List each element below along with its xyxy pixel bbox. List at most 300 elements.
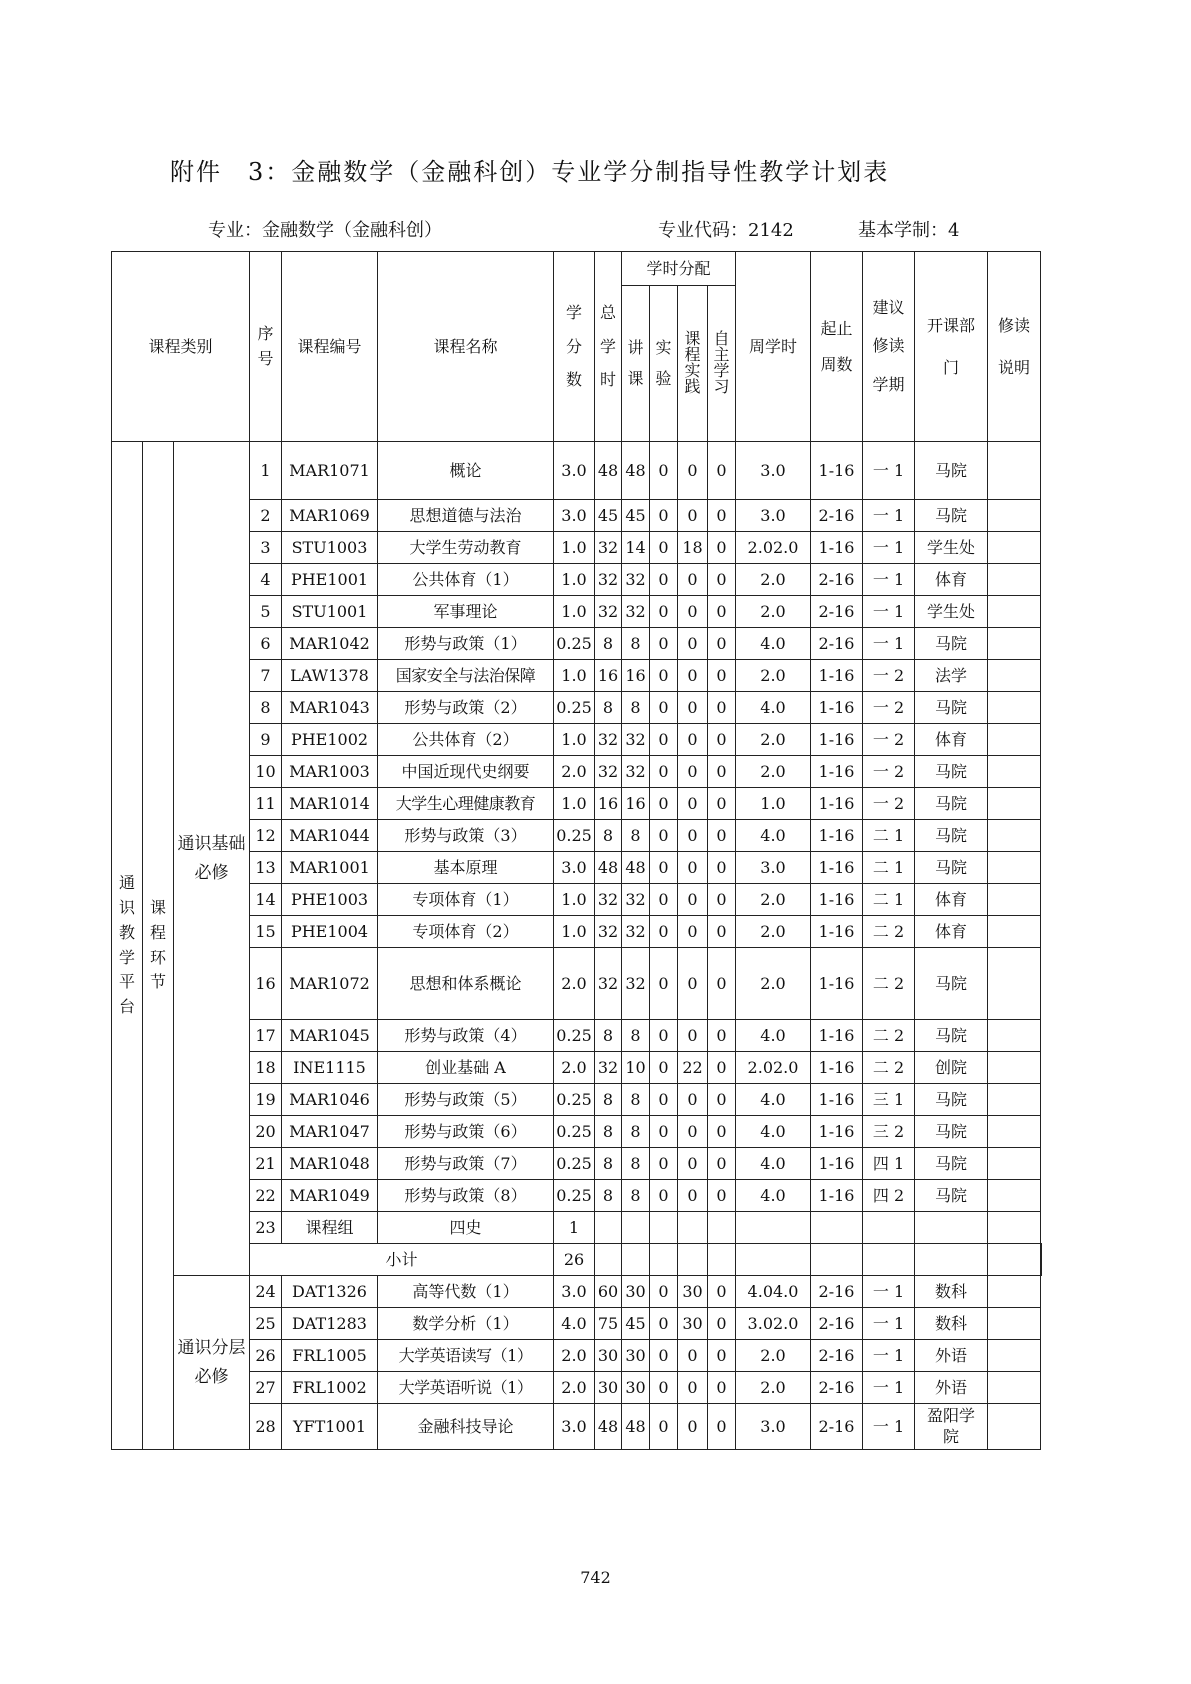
total-hours-cell: 32 — [595, 884, 622, 916]
seq-cell: 14 — [250, 884, 282, 916]
weekly-hours-cell: 2.0 — [736, 724, 811, 756]
note-cell — [988, 564, 1041, 596]
credits-cell: 1.0 — [554, 660, 595, 692]
header-department-line2: 门 — [942, 357, 959, 377]
note-cell — [988, 692, 1041, 724]
note-cell — [988, 660, 1041, 692]
seq-cell: 26 — [250, 1340, 282, 1372]
practice-hours-cell: 0 — [678, 442, 708, 500]
header-term-line3: 学期 — [872, 374, 905, 394]
credits-cell: 3.0 — [554, 1276, 595, 1308]
header-notes-line2: 说明 — [997, 357, 1030, 377]
weekly-hours-cell: 1.0 — [736, 788, 811, 820]
weekly-hours-cell: 3.0 — [736, 1404, 811, 1450]
course-code-cell: MAR1044 — [282, 820, 378, 852]
self-study-hours-cell: 0 — [708, 852, 736, 884]
seq-cell: 9 — [250, 724, 282, 756]
credits-cell: 1.0 — [554, 788, 595, 820]
practice-hours-cell: 0 — [678, 596, 708, 628]
practice-hours-cell: 0 — [678, 756, 708, 788]
subtotal-credits: 26 — [554, 1244, 595, 1276]
weeks-cell: 1-16 — [811, 884, 863, 916]
table-row — [112, 884, 1042, 916]
course-code-cell: FRL1002 — [282, 1372, 378, 1404]
course-name-cell: 专项体育（2） — [378, 916, 554, 948]
header-self-study — [708, 286, 736, 442]
practice-hours-cell: 0 — [678, 788, 708, 820]
term-cell: 一 2 — [863, 756, 915, 788]
lab-hours-cell: 0 — [650, 1340, 678, 1372]
weekly-hours-cell: 4.04.0 — [736, 1276, 811, 1308]
table-row — [112, 1404, 1042, 1450]
seq-cell: 28 — [250, 1404, 282, 1450]
department-cell: 创院 — [915, 1052, 988, 1084]
course-code-cell: MAR1045 — [282, 1020, 378, 1052]
table-row — [112, 1148, 1042, 1180]
practice-hours-cell: 0 — [678, 724, 708, 756]
weekly-hours-cell: 3.0 — [736, 442, 811, 500]
practice-hours-cell: 0 — [678, 692, 708, 724]
department-cell: 体育 — [915, 884, 988, 916]
course-code-cell: MAR1001 — [282, 852, 378, 884]
course-name-cell: 公共体育（2） — [378, 724, 554, 756]
course-name-cell: 形势与政策（1） — [378, 628, 554, 660]
weeks-cell: 1-16 — [811, 756, 863, 788]
seq-cell: 7 — [250, 660, 282, 692]
course-name-cell: 高等代数（1） — [378, 1276, 554, 1308]
credits-cell: 1.0 — [554, 564, 595, 596]
weekly-hours-cell: 3.0 — [736, 500, 811, 532]
page-number: 742 — [580, 1568, 611, 1587]
practice-hours-cell: 0 — [678, 1148, 708, 1180]
total-hours-cell: 32 — [595, 724, 622, 756]
note-cell — [988, 1372, 1041, 1404]
weeks-cell: 1-16 — [811, 1116, 863, 1148]
total-hours-cell: 16 — [595, 660, 622, 692]
lecture-hours-cell: 30 — [622, 1340, 650, 1372]
table-row — [112, 788, 1042, 820]
lecture-hours-cell: 45 — [622, 500, 650, 532]
header-credits-text: 学分数 — [566, 303, 583, 390]
seq-cell: 19 — [250, 1084, 282, 1116]
total-hours-cell: 32 — [595, 532, 622, 564]
header-weekly-hours: 周学时 — [736, 252, 811, 442]
weeks-cell: 1-16 — [811, 1020, 863, 1052]
self-study-hours-cell: 0 — [708, 1276, 736, 1308]
subtotal-row — [112, 1244, 1042, 1276]
total-hours-cell: 8 — [595, 628, 622, 660]
empty-cell — [650, 1244, 678, 1276]
credits-cell: 0.25 — [554, 1084, 595, 1116]
total-hours-cell: 8 — [595, 692, 622, 724]
practice-hours-cell: 0 — [678, 852, 708, 884]
term-cell: 一 1 — [863, 1276, 915, 1308]
total-hours-cell: 32 — [595, 596, 622, 628]
note-cell — [988, 1276, 1041, 1308]
weekly-hours-cell: 2.0 — [736, 660, 811, 692]
term-cell: 一 1 — [863, 564, 915, 596]
weekly-hours-cell: 2.0 — [736, 596, 811, 628]
credits-cell: 1.0 — [554, 884, 595, 916]
weeks-cell: 1-16 — [811, 1084, 863, 1116]
department-cell: 学生处 — [915, 532, 988, 564]
credits-cell: 0.25 — [554, 692, 595, 724]
practice-hours-cell: 0 — [678, 1116, 708, 1148]
note-cell — [988, 1308, 1041, 1340]
total-hours-cell: 48 — [595, 852, 622, 884]
note-cell — [988, 916, 1041, 948]
table-row — [112, 692, 1042, 724]
weekly-hours-cell: 4.0 — [736, 1084, 811, 1116]
term-cell: 一 2 — [863, 692, 915, 724]
total-hours-cell: 8 — [595, 1148, 622, 1180]
course-code-cell: MAR1069 — [282, 500, 378, 532]
weekly-hours-cell: 4.0 — [736, 692, 811, 724]
lecture-hours-cell: 32 — [622, 724, 650, 756]
seq-cell: 1 — [250, 442, 282, 500]
credits-cell: 0.25 — [554, 1116, 595, 1148]
lab-hours-cell: 0 — [650, 596, 678, 628]
term-cell: 一 2 — [863, 724, 915, 756]
weeks-cell: 2-16 — [811, 500, 863, 532]
lecture-hours-cell: 8 — [622, 820, 650, 852]
study-duration-label: 基本学制：4 — [858, 220, 960, 241]
department-cell: 盈阳学院 — [915, 1404, 988, 1450]
lab-hours-cell: 0 — [650, 756, 678, 788]
weeks-cell: 1-16 — [811, 532, 863, 564]
lab-hours-cell: 0 — [650, 1084, 678, 1116]
category-group1-cell-text: 通识基础必修 — [177, 833, 246, 883]
table-row — [112, 628, 1042, 660]
seq-cell: 17 — [250, 1020, 282, 1052]
seq-cell: 5 — [250, 596, 282, 628]
credits-cell: 2.0 — [554, 1372, 595, 1404]
term-cell: 一 1 — [863, 1404, 915, 1450]
lab-hours-cell: 0 — [650, 442, 678, 500]
term-cell: 二 2 — [863, 916, 915, 948]
weekly-hours-cell: 3.0 — [736, 852, 811, 884]
major-code-label: 专业代码：2142 — [658, 220, 794, 241]
header-department-line1: 开课部 — [926, 315, 975, 335]
department-cell: 体育 — [915, 724, 988, 756]
total-hours-cell: 60 — [595, 1276, 622, 1308]
category-group2-cell-text: 通识分层必修 — [177, 1337, 246, 1387]
practice-hours-cell: 0 — [678, 1180, 708, 1212]
note-cell — [988, 1212, 1041, 1244]
lab-hours-cell: 0 — [650, 1148, 678, 1180]
credits-cell: 1.0 — [554, 724, 595, 756]
course-name-cell: 形势与政策（6） — [378, 1116, 554, 1148]
seq-cell: 10 — [250, 756, 282, 788]
lab-hours-cell: 0 — [650, 916, 678, 948]
weekly-hours-cell: 4.0 — [736, 820, 811, 852]
teaching-plan-table — [111, 251, 1042, 1450]
self-study-hours-cell: 0 — [708, 756, 736, 788]
weeks-cell: 1-16 — [811, 788, 863, 820]
self-study-hours-cell: 0 — [708, 884, 736, 916]
seq-cell: 3 — [250, 532, 282, 564]
lecture-hours-cell: 8 — [622, 1180, 650, 1212]
term-cell: 三 2 — [863, 1116, 915, 1148]
seq-cell: 27 — [250, 1372, 282, 1404]
course-name-cell: 形势与政策（5） — [378, 1084, 554, 1116]
lecture-hours-cell: 32 — [622, 756, 650, 788]
table-row — [112, 916, 1042, 948]
empty-cell — [622, 1244, 650, 1276]
credits-cell: 3.0 — [554, 500, 595, 532]
weeks-cell: 1-16 — [811, 1052, 863, 1084]
self-study-hours-cell: 0 — [708, 1052, 736, 1084]
table-body — [112, 252, 1042, 1450]
course-code-cell: LAW1378 — [282, 660, 378, 692]
credits-cell: 3.0 — [554, 442, 595, 500]
department-cell: 外语 — [915, 1340, 988, 1372]
term-cell: 一 1 — [863, 596, 915, 628]
category-platform-cell — [112, 442, 143, 1450]
note-cell — [988, 1084, 1041, 1116]
weeks-cell: 2-16 — [811, 628, 863, 660]
term-cell: 二 2 — [863, 948, 915, 1020]
total-hours-cell: 30 — [595, 1372, 622, 1404]
department-cell: 马院 — [915, 1180, 988, 1212]
seq-cell: 8 — [250, 692, 282, 724]
note-cell — [988, 1404, 1041, 1450]
practice-hours-cell: 0 — [678, 1084, 708, 1116]
weeks-cell: 2-16 — [811, 564, 863, 596]
course-name-cell: 思想道德与法治 — [378, 500, 554, 532]
note-cell — [988, 852, 1041, 884]
header-lab-text: 实验 — [655, 338, 672, 388]
table-row — [112, 1372, 1042, 1404]
lab-hours-cell — [650, 1212, 678, 1244]
table-row — [112, 948, 1042, 1020]
term-cell: 一 1 — [863, 1340, 915, 1372]
weeks-cell: 2-16 — [811, 1404, 863, 1450]
lab-hours-cell: 0 — [650, 660, 678, 692]
seq-cell: 16 — [250, 948, 282, 1020]
note-cell — [988, 1340, 1041, 1372]
lab-hours-cell: 0 — [650, 1372, 678, 1404]
credits-cell: 3.0 — [554, 1404, 595, 1450]
lecture-hours-cell: 48 — [622, 442, 650, 500]
empty-cell — [811, 1244, 863, 1276]
course-code-cell: MAR1043 — [282, 692, 378, 724]
category-group1-cell — [174, 442, 250, 1276]
lecture-hours-cell: 8 — [622, 628, 650, 660]
self-study-hours-cell — [708, 1212, 736, 1244]
table-row — [112, 1212, 1042, 1244]
self-study-hours-cell: 0 — [708, 1404, 736, 1450]
course-name-cell: 国家安全与法治保障 — [378, 660, 554, 692]
course-code-cell: MAR1042 — [282, 628, 378, 660]
self-study-hours-cell: 0 — [708, 948, 736, 1020]
weeks-cell: 1-16 — [811, 660, 863, 692]
seq-cell: 22 — [250, 1180, 282, 1212]
self-study-hours-cell: 0 — [708, 788, 736, 820]
lab-hours-cell: 0 — [650, 948, 678, 1020]
course-code-cell: DAT1283 — [282, 1308, 378, 1340]
department-cell: 马院 — [915, 948, 988, 1020]
header-practice-text: 课程实践 — [684, 328, 701, 396]
department-cell: 体育 — [915, 916, 988, 948]
note-cell — [988, 724, 1041, 756]
category-platform-cell-text: 通识教学平台 — [119, 873, 136, 1017]
weeks-cell: 1-16 — [811, 1148, 863, 1180]
term-cell — [863, 1212, 915, 1244]
practice-hours-cell: 0 — [678, 660, 708, 692]
lecture-hours-cell: 8 — [622, 692, 650, 724]
weekly-hours-cell: 2.02.0 — [736, 1052, 811, 1084]
lecture-hours-cell: 16 — [622, 788, 650, 820]
term-cell: 一 1 — [863, 1308, 915, 1340]
note-cell — [988, 1180, 1041, 1212]
department-cell: 马院 — [915, 442, 988, 500]
lecture-hours-cell: 32 — [622, 564, 650, 596]
credits-cell: 0.25 — [554, 628, 595, 660]
lab-hours-cell: 0 — [650, 564, 678, 596]
self-study-hours-cell: 0 — [708, 724, 736, 756]
course-code-cell: INE1115 — [282, 1052, 378, 1084]
weeks-cell: 2-16 — [811, 1276, 863, 1308]
self-study-hours-cell: 0 — [708, 1308, 736, 1340]
self-study-hours-cell: 0 — [708, 1340, 736, 1372]
table-row — [112, 1084, 1042, 1116]
self-study-hours-cell: 0 — [708, 1180, 736, 1212]
header-category: 课程类别 — [112, 252, 250, 442]
header-notes — [988, 252, 1041, 442]
lecture-hours-cell: 32 — [622, 596, 650, 628]
empty-cell — [708, 1244, 736, 1276]
table-row — [112, 1020, 1042, 1052]
department-cell — [915, 1212, 988, 1244]
lab-hours-cell: 0 — [650, 1052, 678, 1084]
note-cell — [988, 820, 1041, 852]
table-row — [112, 1276, 1042, 1308]
course-code-cell: FRL1005 — [282, 1340, 378, 1372]
lecture-hours-cell: 8 — [622, 1020, 650, 1052]
credits-cell: 1.0 — [554, 596, 595, 628]
course-code-cell: YFT1001 — [282, 1404, 378, 1450]
self-study-hours-cell: 0 — [708, 442, 736, 500]
course-name-cell: 形势与政策（4） — [378, 1020, 554, 1052]
term-cell: 二 1 — [863, 820, 915, 852]
practice-hours-cell: 0 — [678, 500, 708, 532]
header-total-hours — [595, 252, 622, 442]
course-name-cell: 军事理论 — [378, 596, 554, 628]
department-cell: 马院 — [915, 628, 988, 660]
course-code-cell: MAR1003 — [282, 756, 378, 788]
category-group2-cell — [174, 1276, 250, 1450]
department-cell: 外语 — [915, 1372, 988, 1404]
empty-cell — [988, 1244, 1041, 1276]
course-code-cell: STU1001 — [282, 596, 378, 628]
header-credits — [554, 252, 595, 442]
credits-cell: 3.0 — [554, 852, 595, 884]
course-name-cell: 金融科技导论 — [378, 1404, 554, 1450]
weekly-hours-cell: 2.02.0 — [736, 532, 811, 564]
note-cell — [988, 532, 1041, 564]
credits-cell: 1.0 — [554, 532, 595, 564]
document-title: 附件 3：金融数学（金融科创）专业学分制指导性教学计划表 — [170, 158, 890, 186]
note-cell — [988, 1020, 1041, 1052]
lab-hours-cell: 0 — [650, 1308, 678, 1340]
weekly-hours-cell: 2.0 — [736, 1340, 811, 1372]
total-hours-cell: 8 — [595, 1180, 622, 1212]
empty-cell — [863, 1244, 915, 1276]
lab-hours-cell: 0 — [650, 500, 678, 532]
lab-hours-cell: 0 — [650, 1404, 678, 1450]
header-name: 课程名称 — [378, 252, 554, 442]
total-hours-cell — [595, 1212, 622, 1244]
department-cell: 数科 — [915, 1308, 988, 1340]
department-cell: 学生处 — [915, 596, 988, 628]
credits-cell: 2.0 — [554, 948, 595, 1020]
term-cell: 一 1 — [863, 628, 915, 660]
note-cell — [988, 756, 1041, 788]
term-cell: 一 1 — [863, 532, 915, 564]
lab-hours-cell: 0 — [650, 1180, 678, 1212]
table-row — [112, 1052, 1042, 1084]
lecture-hours-cell: 8 — [622, 1148, 650, 1180]
credits-cell: 0.25 — [554, 1180, 595, 1212]
header-hours-allocation: 学时分配 — [622, 252, 736, 286]
lab-hours-cell: 0 — [650, 692, 678, 724]
self-study-hours-cell: 0 — [708, 1148, 736, 1180]
weeks-cell: 1-16 — [811, 442, 863, 500]
seq-cell: 25 — [250, 1308, 282, 1340]
course-code-cell: MAR1048 — [282, 1148, 378, 1180]
total-hours-cell: 8 — [595, 1020, 622, 1052]
lecture-hours-cell: 32 — [622, 916, 650, 948]
course-name-cell: 公共体育（1） — [378, 564, 554, 596]
lecture-hours-cell: 10 — [622, 1052, 650, 1084]
lab-hours-cell: 0 — [650, 1276, 678, 1308]
course-code-cell: 课程组 — [282, 1212, 378, 1244]
credits-cell: 0.25 — [554, 820, 595, 852]
course-name-cell: 形势与政策（3） — [378, 820, 554, 852]
table-row — [112, 724, 1042, 756]
category-section-cell — [143, 442, 174, 1450]
weeks-cell: 2-16 — [811, 596, 863, 628]
course-name-cell: 创业基础 A — [378, 1052, 554, 1084]
credits-cell: 2.0 — [554, 1340, 595, 1372]
lecture-hours-cell: 32 — [622, 884, 650, 916]
total-hours-cell: 8 — [595, 820, 622, 852]
term-cell: 四 2 — [863, 1180, 915, 1212]
weekly-hours-cell: 4.0 — [736, 1148, 811, 1180]
department-cell: 数科 — [915, 1276, 988, 1308]
weeks-cell: 1-16 — [811, 820, 863, 852]
course-code-cell: MAR1049 — [282, 1180, 378, 1212]
self-study-hours-cell: 0 — [708, 1116, 736, 1148]
table-row — [112, 852, 1042, 884]
lecture-hours-cell: 8 — [622, 1084, 650, 1116]
course-code-cell: STU1003 — [282, 532, 378, 564]
table-row — [112, 532, 1042, 564]
self-study-hours-cell: 0 — [708, 916, 736, 948]
self-study-hours-cell: 0 — [708, 660, 736, 692]
weekly-hours-cell: 4.0 — [736, 1180, 811, 1212]
credits-cell: 2.0 — [554, 1052, 595, 1084]
total-hours-cell: 48 — [595, 1404, 622, 1450]
lab-hours-cell: 0 — [650, 852, 678, 884]
lecture-hours-cell: 48 — [622, 1404, 650, 1450]
self-study-hours-cell: 0 — [708, 1084, 736, 1116]
header-lab — [650, 286, 678, 442]
course-code-cell: PHE1004 — [282, 916, 378, 948]
empty-cell — [595, 1244, 622, 1276]
practice-hours-cell: 0 — [678, 1340, 708, 1372]
